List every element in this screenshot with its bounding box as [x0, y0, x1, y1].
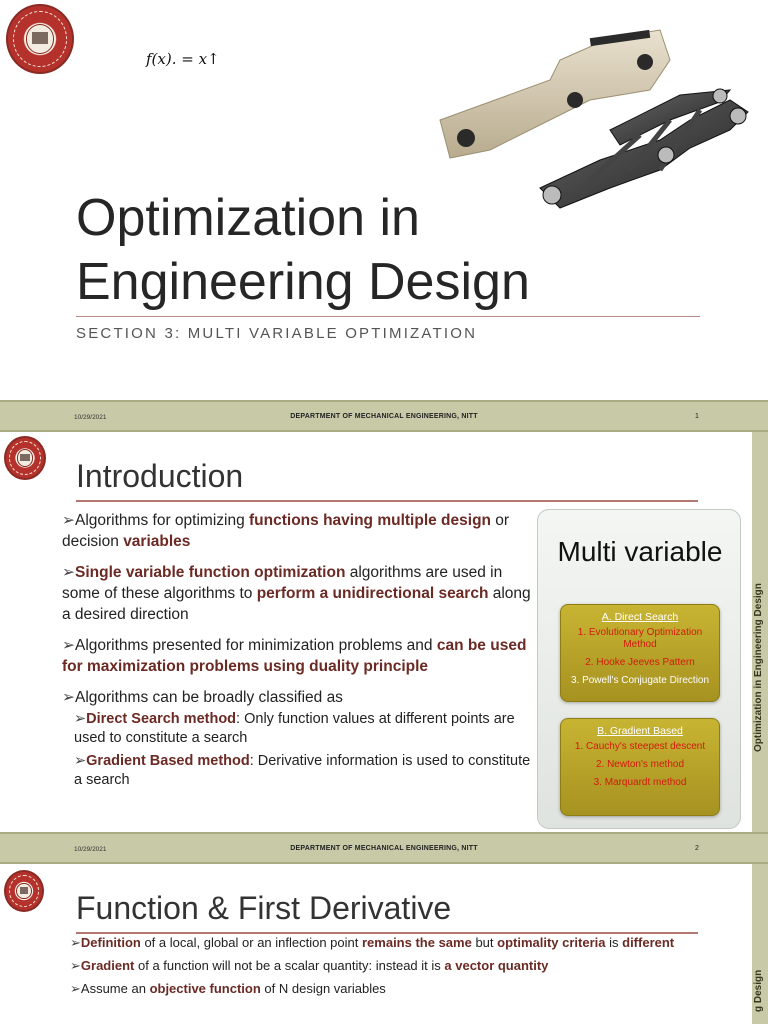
- panel-item: 1. Evolutionary Optimization Method: [577, 627, 703, 650]
- footer-page-number: 1: [695, 413, 699, 420]
- bullet-item: ➢Algorithms can be broadly classified as: [62, 689, 343, 706]
- panel-heading: A. Direct Search: [601, 611, 679, 623]
- title-divider: [76, 316, 700, 317]
- side-tab-label: [753, 736, 764, 752]
- sub-bullet-item: ➢Gradient Based method: Derivative information is used to constitute a search: [74, 753, 531, 788]
- bullet-item: ➢Assume an objective function of N design variables: [70, 981, 386, 996]
- bullet-item: ➢Algorithms for optimizing functions having multiple design or decision variables: [62, 512, 510, 550]
- bullet-list: [70, 936, 690, 1005]
- panel-item: 1. Cauchy's steepest descent: [574, 741, 706, 752]
- footer-date: 10/29/2021: [74, 414, 107, 421]
- panel-item: 3. Marquardt method: [593, 777, 687, 788]
- footer-department: DEPARTMENT OF MECHANICAL ENGINEERING, NITT: [290, 845, 478, 852]
- title-divider: [76, 500, 698, 502]
- slide-footer: [0, 832, 768, 864]
- multi-variable-diagram: [537, 509, 741, 829]
- sub-bullet-item: ➢Direct Search method: Only function values at different points are used to constitute a search: [74, 711, 515, 746]
- panel-item: 2. Newton's method: [595, 759, 685, 770]
- panel-item: 2. Hooke Jeeves Pattern: [585, 657, 695, 668]
- slide-title: Introduction: [76, 458, 244, 494]
- bullet-item: ➢Algorithms presented for minimization problems and can be used for maximization problems using duality principle: [62, 637, 527, 675]
- introduction-slide: [0, 432, 768, 832]
- function-derivative-slide: [0, 864, 768, 1024]
- presentation-subtitle: SECTION 3: MULTI VARIABLE OPTIMIZATION: [76, 325, 478, 342]
- direct-search-panel: [560, 604, 720, 702]
- bullet-item: ➢Single variable function optimization algorithms are used in some of these algorithms to perform a unidirectional search along a desired direction: [62, 564, 531, 623]
- footer-date: 10/29/2021: [74, 846, 107, 853]
- handwritten-annotation: f(x). = x↑: [146, 50, 220, 68]
- institute-seal-logo: [6, 4, 74, 74]
- slide-footer: [0, 400, 768, 432]
- institute-seal-logo: [4, 436, 46, 480]
- panel-item: 3. Powell's Conjugate Direction: [570, 675, 710, 686]
- bullet-item: ➢Gradient of a function will not be a scalar quantity: instead it is a vector quantity: [70, 958, 549, 973]
- presentation-title: Optimization in Engineering Design: [76, 189, 530, 311]
- institute-seal-logo: [4, 870, 44, 912]
- footer-page-number: 2: [695, 845, 699, 852]
- bullet-list: [62, 510, 532, 794]
- bullet-item: ➢Definition of a local, global or an inflection point remains the same but optimality criteria is different: [70, 935, 675, 950]
- side-tab-label: g Design: [753, 969, 764, 1012]
- gradient-based-panel: [560, 718, 720, 816]
- slide-title: Function & First Derivative: [76, 890, 452, 926]
- diagram-title: Multi variable: [557, 536, 723, 567]
- footer-department: DEPARTMENT OF MECHANICAL ENGINEERING, NITT: [290, 413, 478, 420]
- panel-heading: B. Gradient Based: [597, 725, 683, 737]
- title-slide: [0, 0, 768, 400]
- title-divider: [76, 932, 698, 934]
